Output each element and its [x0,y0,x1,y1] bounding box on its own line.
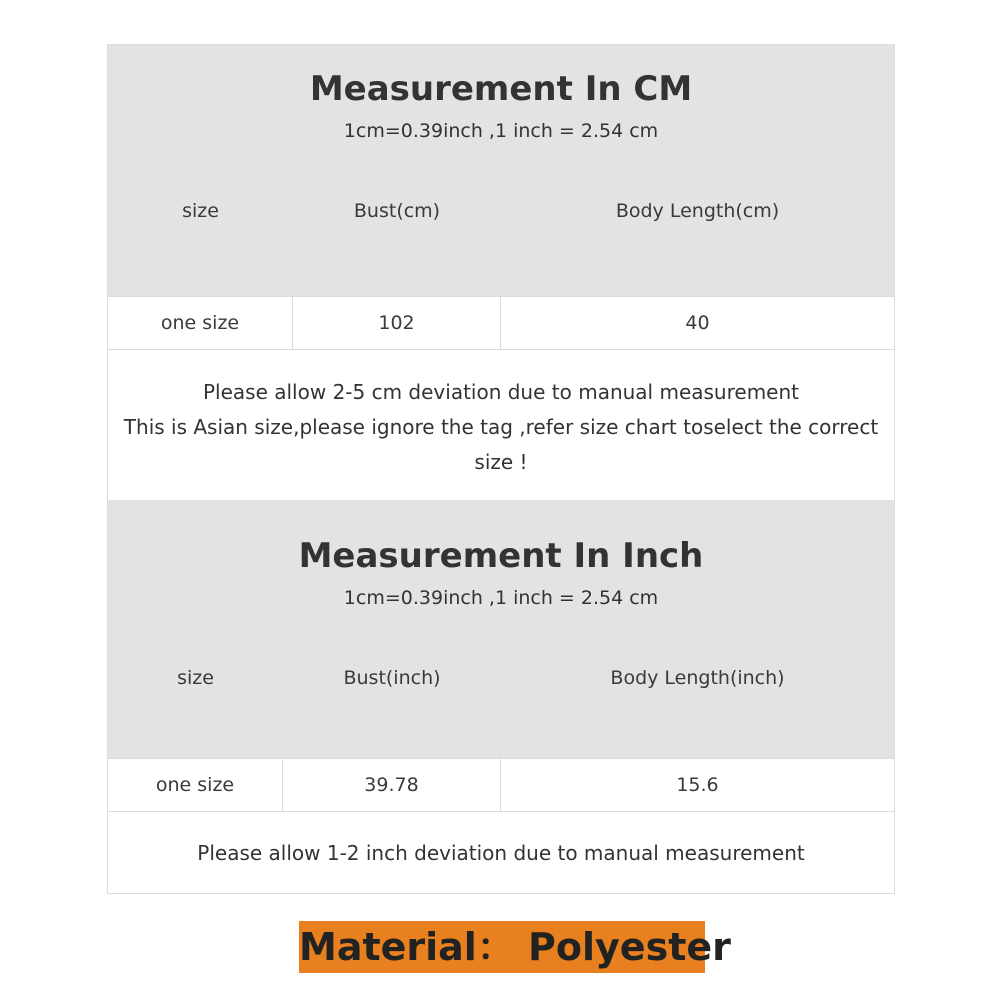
inch-note [108,811,894,893]
cm-column-headers [108,151,894,271]
inch-cell-body-length: 15.6 [676,774,719,796]
cm-header-body-length: Body Length(cm) [615,200,780,222]
cm-header-size: size [182,200,219,222]
inch-note-deviation: Please allow 1-2 inch deviation due to manual measurement [197,841,805,865]
cm-cell-bust: 102 [293,297,501,349]
table-row [108,758,894,811]
inch-header-size: size [177,667,214,689]
cm-note-asian-size: This is Asian size,please ignore the tag ,refer size chart toselect the correct size ! [123,415,879,474]
table-row [108,296,894,349]
inch-header-bust: Bust(inch) [343,667,441,689]
inch-cell-size: one size [108,759,283,811]
cm-title: Measurement In CM [309,69,693,109]
inch-title: Measurement In Inch [298,536,704,576]
inch-cell-bust: 39.78 [283,759,501,811]
inch-column-headers [108,618,894,738]
cm-note-deviation: Please allow 2-5 cm deviation due to manual measurement [202,380,799,404]
inch-header-block [108,500,894,758]
cm-header-block [108,45,894,296]
inch-header-body-length: Body Length(inch) [610,667,785,689]
cm-cell-size: one size [108,297,293,349]
cm-header-bust: Bust(cm) [353,200,441,222]
material-banner: Material： Polyester [299,921,705,973]
cm-cell-body-length: 40 [685,312,710,334]
cm-conversion-text: 1cm=0.39inch ,1 inch = 2.54 cm [343,120,659,142]
inch-conversion-text: 1cm=0.39inch ,1 inch = 2.54 cm [343,587,659,609]
size-chart-table [107,44,895,894]
cm-note [108,349,894,500]
